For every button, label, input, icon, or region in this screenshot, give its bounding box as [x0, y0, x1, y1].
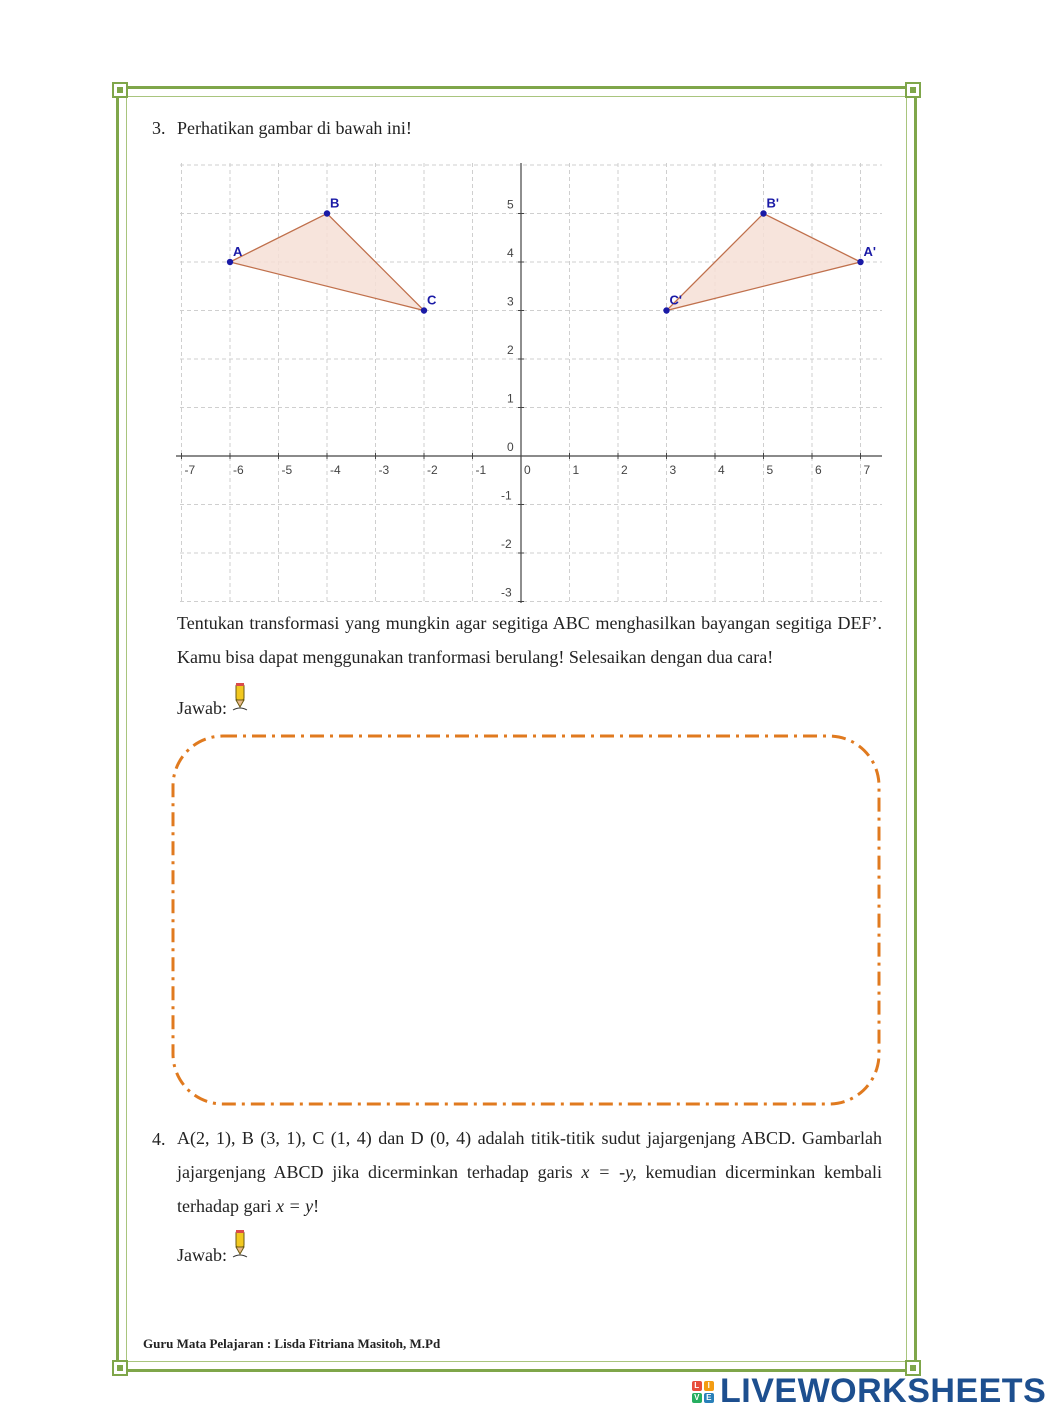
point-label: B': [766, 195, 779, 211]
y-tick-label: 1: [507, 391, 514, 406]
x-tick-label: 6: [815, 463, 822, 477]
question-4-paragraph: [177, 1121, 882, 1223]
y-tick-label: -1: [501, 488, 512, 503]
brand-logo-letter: V: [692, 1393, 702, 1403]
point-label: B: [330, 195, 340, 211]
y-tick-label: -2: [501, 537, 512, 551]
question-3-title: Perhatikan gambar di bawah ini!: [177, 118, 412, 138]
x-tick-label: -1: [475, 463, 487, 477]
pencil-icon: [231, 1229, 249, 1259]
frame-corner-top-right: [905, 82, 921, 98]
y-tick-label: 4: [507, 246, 514, 260]
point-C': [663, 307, 669, 313]
y-tick-label: 2: [507, 343, 514, 357]
x-tick-label: -2: [427, 463, 438, 477]
question-3-paragraph: Tentukan transformasi yang mungkin agar segitiga ABC menghasilkan bayangan segitiga DEF’. Kamu bisa dapat menggunakan tranformasi berulang! Selesaikan dengan dua cara!: [177, 613, 882, 667]
x-tick-label: 2: [621, 463, 628, 477]
x-tick-label: 4: [718, 463, 725, 477]
footer-teacher-name: Guru Mata Pelajaran : Lisda Fitriana Masitoh, M.Pd: [143, 1336, 441, 1351]
y-tick-label: -3: [501, 585, 512, 600]
triangle-ABC: [230, 214, 424, 311]
question-4-answer-label-row: [177, 1229, 249, 1265]
point-C: [421, 307, 427, 313]
x-tick-label: 0: [524, 463, 531, 477]
question-4-line-2: x = y: [275, 1196, 314, 1216]
question-3-answer-label-row: [177, 682, 249, 718]
y-tick-label: 0: [507, 440, 514, 454]
question-3-answer-label: Jawab:: [177, 698, 227, 718]
question-4-answer-label: Jawab:: [177, 1245, 227, 1265]
question-4-line-1: x = -y,: [581, 1162, 637, 1182]
y-tick-label: 5: [507, 197, 514, 212]
question-4-text-suffix: !: [313, 1196, 320, 1216]
point-label: C': [669, 292, 682, 308]
point-label: A: [233, 244, 243, 259]
point-A': [857, 259, 863, 265]
question-4-text-prefix: A(2, 1), B (3, 1), C (1, 4) dan D (0, 4) adalah titik-titik sudut jajargenjang ABCD. Gambarlah jajargenjang ABCD jika dicerminkan terhadap garis: [177, 1128, 882, 1182]
coordinate-plane-chart: [170, 158, 890, 608]
pencil-icon: [231, 682, 249, 712]
point-B: [324, 210, 330, 216]
liveworksheets-logo: [692, 1372, 1046, 1411]
point-A: [227, 259, 233, 265]
point-label: A': [863, 244, 876, 259]
brand-logo-letter: I: [704, 1381, 714, 1391]
x-tick-label: 7: [863, 463, 871, 477]
answer-box-question-3[interactable]: [170, 733, 882, 1107]
x-tick-label: -3: [378, 463, 390, 477]
question-4-number: 4.: [152, 1129, 166, 1149]
brand-logo-letter: L: [692, 1381, 702, 1391]
x-tick-label: -5: [281, 463, 293, 477]
x-tick-label: -7: [184, 463, 196, 477]
point-label: C: [427, 292, 437, 308]
x-tick-label: 1: [572, 463, 580, 477]
brand-logo-letter: E: [704, 1393, 714, 1403]
y-tick-label: 3: [507, 294, 514, 309]
x-tick-label: -6: [233, 463, 244, 477]
brand-logo-icon: [692, 1381, 714, 1403]
x-tick-label: 5: [766, 463, 774, 477]
brand-name: LIVEWORKSHEETS: [720, 1372, 1046, 1410]
x-tick-label: 3: [669, 463, 677, 477]
triangle-A'B'C': [667, 214, 861, 311]
point-B': [760, 210, 766, 216]
question-3-number: 3.: [152, 118, 166, 138]
question-4-text-middle: kemudian dicerminkan kembali terhadap gari: [177, 1162, 882, 1216]
frame-corner-top-left: [112, 82, 128, 98]
x-tick-label: -4: [330, 463, 341, 477]
frame-corner-bottom-left: [112, 1360, 128, 1376]
